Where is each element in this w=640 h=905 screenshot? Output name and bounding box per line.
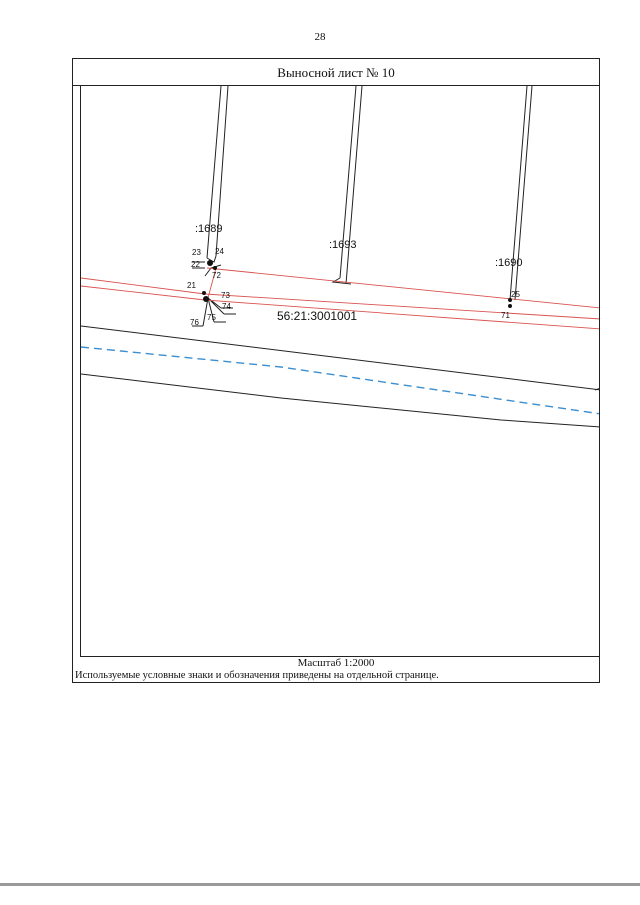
point-21 (202, 291, 206, 295)
point-label-76: 76 (190, 318, 199, 327)
road-lines (81, 326, 600, 427)
point-label-71: 71 (501, 311, 510, 320)
cadastral-block-label: 56:21:3001001 (277, 309, 358, 323)
boundary-points (202, 260, 512, 308)
cadastral-map[interactable] (81, 86, 600, 657)
parcel-label-1690: :1690 (495, 257, 523, 269)
map-sheet (72, 58, 600, 683)
point-label-25: 25 (511, 290, 520, 299)
point-label-73: 73 (221, 291, 230, 300)
legend-note: Используемые условные знаки и обозначения приведены на отдельной странице. (75, 670, 439, 681)
road-line-upper (81, 326, 600, 390)
scale-label: Масштаб 1:2000 (297, 657, 375, 669)
parcel-label-1693: :1693 (329, 239, 357, 251)
point-22 (207, 260, 213, 266)
point-72 (213, 266, 217, 270)
point-label-23: 23 (192, 248, 201, 257)
parcel-1689-strip (207, 86, 228, 262)
point-label-72: 72 (212, 271, 221, 280)
point-label-22: 22 (191, 260, 200, 269)
point-75 (203, 296, 209, 302)
point-label-24: 24 (215, 247, 224, 256)
point-label-21: 21 (187, 281, 196, 290)
parcel-label-1689: :1689 (195, 223, 223, 235)
parcel-strips (192, 86, 532, 326)
boundary-top (207, 268, 600, 308)
point-label-74: 74 (222, 302, 231, 311)
sheet-title: Выносной лист № 10 (73, 59, 599, 86)
point-label-75: 75 (207, 313, 216, 322)
parcel-1693-strip (333, 86, 362, 284)
road-line-lower (81, 374, 600, 427)
page-number: 28 (314, 31, 326, 43)
scan-bottom-edge (0, 883, 640, 886)
point-71 (508, 304, 512, 308)
map-frame[interactable] (80, 86, 600, 657)
